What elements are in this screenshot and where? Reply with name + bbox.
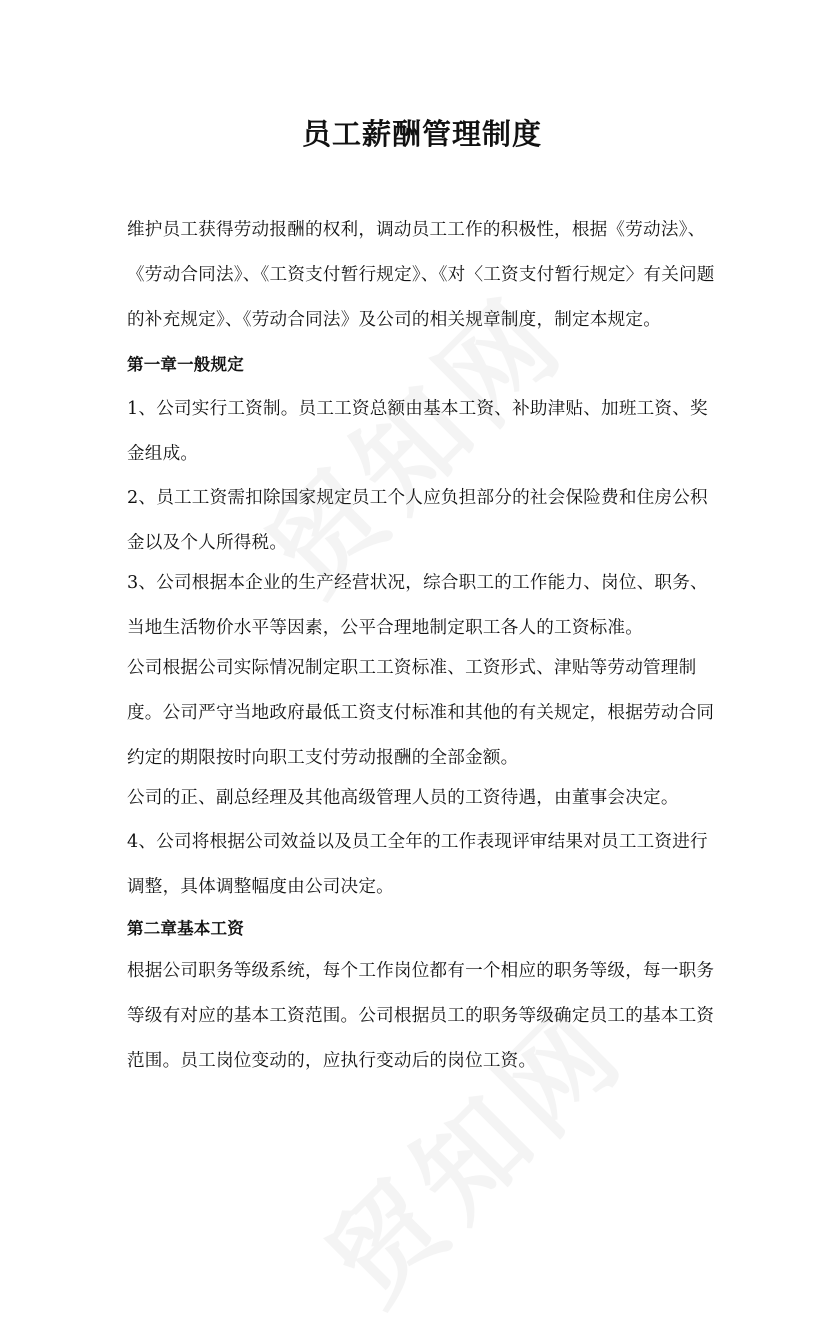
chapter-1-item-2: 2、员工工资需扣除国家规定员工个人应负担部分的社会保险费和住房公积金以及个人所得税。	[127, 488, 708, 553]
chapter-1-standards-paragraph: 公司根据公司实际情况制定职工工资标准、工资形式、津贴等劳动管理制度。公司严守当地政府最低工资支付标准和其他的有关规定，根据劳动合同约定的期限按时向职工支付劳动报酬的全部金额。	[127, 658, 715, 768]
chapter-1-item-1: 1、公司实行工资制。员工工资总额由基本工资、补助津贴、加班工资、奖金组成。	[127, 399, 708, 464]
chapter-2-heading: 第二章基本工资	[127, 919, 244, 938]
intro-paragraph: 维护员工获得劳动报酬的权利，调动员工工作的积极性，根据《劳动法》、《劳动合同法》、《工资支付暂行规定》、《对〈工资支付暂行规定〉有关问题的补充规定》、《劳动合同法》及公司的相关规章制度，制定本规定。	[127, 220, 715, 330]
chapter-1-item-4: 4、公司将根据公司效益以及员工全年的工作表现评审结果对员工工资进行调整，具体调整幅度由公司决定。	[127, 832, 708, 897]
chapter-2-paragraph-1: 根据公司职务等级系统，每个工作岗位都有一个相应的职务等级，每一职务等级有对应的基本工资范围。公司根据员工的职务等级确定员工的基本工资范围。员工岗位变动的，应执行变动后的岗位工资。	[127, 961, 715, 1071]
document-title: 员工薪酬管理制度	[301, 117, 542, 151]
chapter-1-item-3: 3、公司根据本企业的生产经营状况，综合职工的工作能力、岗位、职务、当地生活物价水平等因素，公平合理地制定职工各人的工资标准。	[127, 573, 708, 638]
chapter-1-heading: 第一章一般规定	[127, 355, 244, 374]
chapter-1-executives-paragraph: 公司的正、副总经理及其他高级管理人员的工资待遇，由董事会决定。	[127, 788, 679, 808]
